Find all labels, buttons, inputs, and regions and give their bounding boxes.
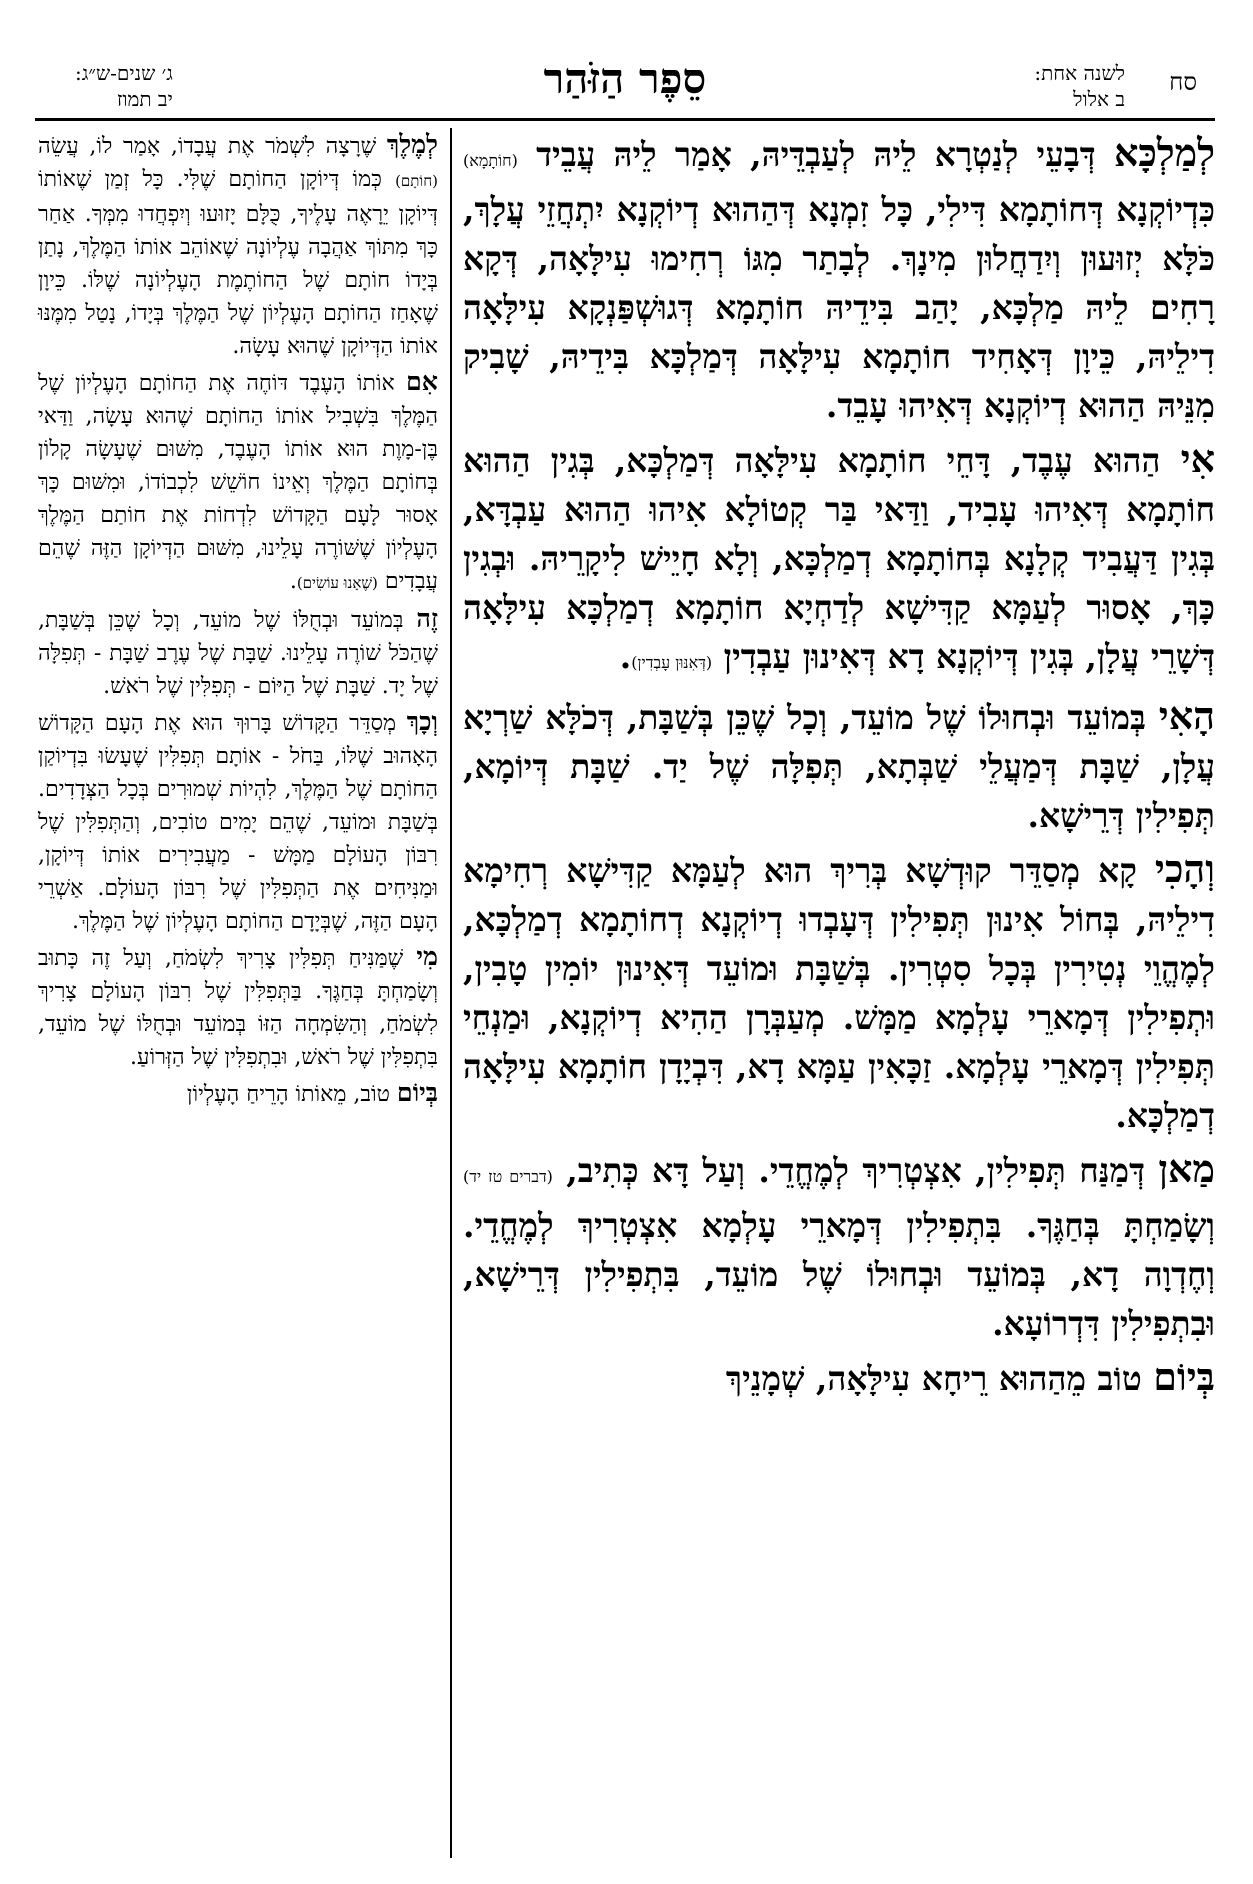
main-paragraph [463, 691, 1215, 840]
main-paragraph [463, 844, 1215, 1140]
paragraph-text: מְסַדֵּר הַקָּדוֹשׁ בָּרוּךְ הוּא אֶת הָעָם הַקָּדוֹשׁ הָאָהוּב שֶׁלּוֹ, בַּחֹל - אוֹתָם תְּפִלִּין שֶׁעָשׂוּ בִּדְיוֹקַן הַחוֹתָם שֶׁל הַמֶּלֶךְ, לִהְיוֹת שְׁמוּרִים בְּכָל הַצְּדָדִים. בְּשַׁבָּת וּמוֹעֵד, שֶׁהֵם יָמִים טוֹבִים, וְהַתְּפִלִּין שֶׁל רִבּוֹן הָעוֹלָם מַמָּשׁ - מַעֲבִירִים אוֹתוֹ דְּיוֹקָן, וּמַנִּיחִים אֶת הַתְּפִלִּין שֶׁל רִבּוֹן הָעוֹלָם. אַשְׁרֵי הָעָם הַזֶּה, שֶׁבְּיָדָם הַחוֹתָם הָעֶלְיוֹן שֶׁל הַמֶּלֶךְ. [38, 711, 438, 934]
header-left-line2: יב תמוז [116, 87, 173, 111]
paragraph-text: קָא מְסַדֵּר קוּדְשָׁא בְּרִיךְ הוּא לְעַמָּא קַדִּישָׁא רְחִימָא דִילֵיהּ, בְּחוֹל אִינוּן תְּפִילִין דְּעָבְדוּ דְיוֹקְנָא דְחוֹתָמָא דְמַלְכָּא, לְמֶהֱוֵי נְטִירִין בְּכָל סִטְרִין. בְּשַׁבָּת וּמוֹעֵד דְּאִינוּן יוֹמִין טָבִין, וּתְפִילִין דְּמָארֵי עָלְמָא מַמָּשׁ. מְעַבְּרָן הַהִיא דְיוֹקְנָא, וּמַנְחֵי תְּפִילִין דְּמָארֵי עָלְמָא. זַכָּאִין עַמָּא דָא, דִּבְיָדָן חוֹתָמָא עִילָּאָה דְמַלְכָּא. [463, 851, 1215, 1135]
inline-reference: (דְּאִנּוּן עָבְדִין) [631, 653, 713, 672]
header-rule [35, 118, 1215, 121]
translation-paragraph [38, 365, 438, 600]
header-right-line1: לשנה אחת: [1034, 61, 1125, 85]
paragraph-text: טוֹב מֵהַהוּא רֵיחָא עִילָּאָה, שְׁמָנֵיךְ [725, 1359, 1154, 1398]
paragraph-opener: הָאִי [1158, 693, 1215, 738]
paragraph-opener: וְכָךְ [406, 706, 438, 736]
paragraph-text: . [619, 637, 632, 676]
paragraph-text: כִּדְיוֹקְנָא דְּחוֹתָמָא דִּילִי, כָּל זִמְנָא דְּהַהוּא דְיוֹקְנָא יִתְחֲזֵי עֲלָךְ, כֹּלָּא יְזוּעוּן וְיִדַחֲלוּן מִינָךְ. לְבָתַר מִגּוֹ רְחִימוּ עִילָּאָה, דְּקָא רָחִים לֵיהּ מַלְכָּא, יָהַב בִּידֵיהּ חוֹתָמָא דְּגוּשְׁפַּנְקָא עִילָּאָה דִילֵיהּ, כֵּיוָן דְּאָחִיד חוֹתָמָא עִילָּאָה דְּמַלְכָּא בִּידֵיהּ, שָׁבִיק מִנֵּיהּ הַהוּא דְיוֹקְנָא דְּאִיהוּ עָבֵד. [463, 190, 1215, 425]
paragraph-text: . [289, 569, 297, 594]
inline-reference: (חוֹתָם) [395, 172, 438, 190]
main-paragraph [463, 1144, 1215, 1348]
paragraph-text: בְּמוֹעֵד וּבְחוּלוֹ שֶׁל מוֹעֵד, וְכָל שֶׁכֵּן בְּשַׁבָּת, דְּכֹלָּא שַׁרְיָא עֲלָן, שַׁבָּת דְּמַעֲלֵי שַׁבְּתָא, תְּפִלָּה שֶׁל יַד. שַׁבָּת דְּיוֹמָא, תְּפִילִין דְּרֵישָׁא. [463, 698, 1215, 835]
header-right-line2: ב אלול [1073, 87, 1125, 111]
paragraph-text: אוֹתוֹ הָעֶבֶד דּוֹחֶה אֶת הַחוֹתָם הָעֶלְיוֹן שֶׁל הַמֶּלֶךְ בִּשְׁבִיל אוֹתוֹ הַחוֹתָם שֶׁהוּא עָשָׂה, וַדַּאי בֶּן-מָוֶת הוּא אוֹתוֹ הָעֶבֶד, מִשּׁוּם שֶׁעָשָׂה קָלוֹן בְּחוֹתָם הַמֶּלֶךְ וְאֵינוֹ חוֹשֵׁשׁ לִכְבוֹדוֹ, וּמִשּׁוּם כָּךְ אָסוּר לָעָם הַקָּדוֹשׁ לִדְחוֹת אֶת חוֹתַם הַמֶּלֶךְ הָעֶלְיוֹן שֶׁשּׁוֹרֶה עָלֵינוּ, מִשּׁוּם הַדְּיוֹקָן הַזֶּה שֶׁהֵם עֲבָדִים [38, 371, 438, 594]
paragraph-opener: זֶה [416, 603, 438, 633]
paragraph-text: טוֹב, מֵאוֹתוֹ הָרֵיחַ הָעֶלְיוֹן [186, 1082, 397, 1107]
paragraph-text: וְשָׂמַחְתָּ בְּחַגֶּךָ. בִּתְפִילִין דְּמָארֵי עָלְמָא אִצְטְרִיךְ לְמֶחֱדֵי. וְחֶדְוָה דָא, בְּמוֹעֵד וּבְחוּלוֹ שֶׁל מוֹעֵד, בִּתְפִילִין דְּרֵישָׁא, וּבִתְפִילִין דִּדְרוֹעָא. [463, 1206, 1215, 1343]
translation-paragraph [38, 940, 438, 1074]
translation-paragraph [38, 1076, 438, 1111]
translation-paragraph [38, 128, 438, 363]
paragraph-opener: לְמַלְכָּא [1113, 130, 1215, 175]
column-divider [450, 128, 452, 1858]
main-paragraph [463, 434, 1215, 687]
translation-column [38, 128, 438, 1113]
header-left-line1: ג׳ שנים-ש״ג: [75, 61, 173, 85]
paragraph-text: כְּמוֹ דְּיוֹקָן הַחוֹתָם שֶׁלִּי. כָּל זְמַן שֶׁאוֹתוֹ דְּיוֹקָן יֵרָאֶה עָלֶיךָ, כֻּלָּם יָזוּעוּ וְיִפְחֲדוּ מִמְּךָ. אַחַר כָּךְ מִתּוֹךְ אַהֲבָה עֶלְיוֹנָה שֶׁאוֹהֵב אוֹתוֹ הַמֶּלֶךְ, נָתַן בְּיָדוֹ חוֹתָם שֶׁל הַחוֹתֶמֶת הָעֶלְיוֹנָה שֶׁלּוֹ. כֵּיוָן שֶׁאָחַז הַחוֹתָם הָעֶלְיוֹן שֶׁל הַמֶּלֶךְ בְּיָדוֹ, נָטַל מִמֶּנּוּ אוֹתוֹ הַדְּיוֹקָן שֶׁהוּא עָשָׂה. [38, 167, 438, 359]
paragraph-text: בְּמוֹעֵד וּבְחֻלּוֹ שֶׁל מוֹעֵד, וְכָל שֶׁכֵּן בְּשַׁבָּת, שֶׁהַכֹּל שׁוֹרֶה עָלֵינוּ. שַׁבָּת שֶׁל עֶרֶב שַׁבָּת - תְּפִלָּה שֶׁל יָד. שַׁבָּת שֶׁל הַיּוֹם - תְּפִלִּין שֶׁל רֹאשׁ. [38, 608, 438, 699]
header-left-info [75, 60, 173, 112]
paragraph-opener: מִי [416, 941, 438, 971]
inline-reference: (שֶׁאָנוּ עוֹשִׂים) [296, 574, 378, 592]
inline-reference: (חוֹתָמָא) [463, 151, 518, 170]
translation-paragraph [38, 602, 438, 703]
paragraph-text: דְּבָעֵי לְנַטְרָא לֵיהּ לְעַבְדֵּיהּ, אָמַר לֵיהּ עֲבֵיד [517, 135, 1114, 174]
paragraph-text: שֶׁמַּנִּיחַ תְּפִלִּין צָרִיךְ לִשְׂמֹחַ, וְעַל זֶה כָּתוּב וְשָׂמַחְתָּ בְּחַגֶּךָ. בַּתְּפִלִּין שֶׁל רִבּוֹן הָעוֹלָם צָרִיךְ לִשְׂמֹחַ, וְהַשִּׂמְחָה הַזּוֹ בְּמוֹעֵד וּבְחֻלּוֹ שֶׁל מוֹעֵד, בִּתְפִלִּין שֶׁל רֹאשׁ, וּבִתְפִלִּין שֶׁל הַזְּרוֹעַ. [38, 946, 438, 1070]
paragraph-opener: מַאן [1158, 1146, 1215, 1191]
paragraph-opener: וְהָכִי [1154, 846, 1215, 891]
paragraph-opener: בְּיוֹם [1153, 1354, 1215, 1399]
paragraph-opener: לְמֶלֶךְ [386, 129, 438, 159]
inline-reference: (דברים טז יד) [463, 1167, 553, 1186]
page-number: סח [1169, 68, 1197, 96]
paragraph-text: שֶׁרָצָה לִשְׁמֹר אֶת עֲבָדוֹ, אָמַר לוֹ, עֲשֵׂה [38, 134, 387, 159]
paragraph-opener: אִי [1180, 436, 1215, 481]
main-paragraph [463, 1352, 1215, 1403]
book-title: סֵפֶר הַזֹּהַר [543, 54, 707, 103]
translation-paragraph [38, 705, 438, 938]
paragraph-opener: אִם [405, 366, 438, 396]
main-paragraph [463, 128, 1215, 430]
paragraph-text: דְּמַנַּח תְּפִילִין, אִצְטְרִיךְ לְמֶחֱדֵי. וְעַל דָּא כְּתִיב, [552, 1151, 1159, 1190]
paragraph-opener: בְּיוֹם [396, 1077, 438, 1107]
paragraph-text: הַהוּא עֶבֶד, דָּחֵי חוֹתָמָא עִילָּאָה דְּמַלְכָּא, בְּגִין הַהוּא חוֹתָמָא דְּאִיהוּ עָבִיד, וַדַּאי בַּר קְטוֹלָא אִיהוּ הַהוּא עַבְדָּא, בְּגִין דַּעֲבִיד קְלָנָא בְּחוֹתָמָא דְמַלְכָּא, וְלָא חָיֵישׁ לִיקָרֵיהּ. וּבְגִין כָּךְ, אָסוּר לְעַמָּא קַדִּישָׁא לְדַחְיָא חוֹתָמָא דְמַלְכָּא עִילָּאָה דְּשָׁרֵי עֲלָן, בְּגִין דְּיוֹקְנָא דָא דְּאִינוּן עַבְדִין [463, 441, 1215, 676]
main-text-column [463, 128, 1215, 1407]
